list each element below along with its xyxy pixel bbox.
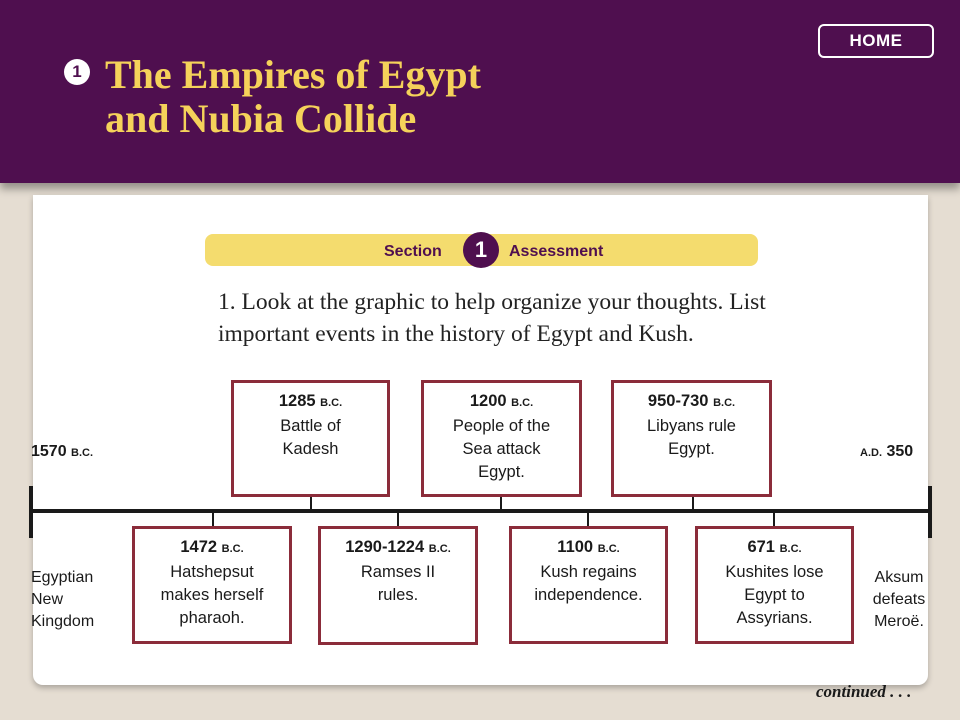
timeline-end-label: Aksum defeats Meroë. — [872, 569, 926, 630]
timeline-start-label: Egyptian New Kingdom — [31, 569, 95, 630]
continued-label: continued . . . — [816, 682, 912, 701]
title-line-2: and Nubia Collide — [105, 96, 417, 141]
timeline-tick — [310, 495, 312, 511]
assessment-number-badge: 1 — [463, 232, 499, 268]
title-line-1: The Empires of Egypt — [105, 52, 481, 97]
timeline-end-cap — [928, 486, 932, 538]
page-title — [105, 53, 481, 141]
event-box-battle-of-kadesh: 1285 B.C. Battle of Kadesh — [231, 380, 390, 497]
event-box-ramses-ii: 1290-1224 B.C. Ramses II rules. — [318, 526, 478, 645]
home-button[interactable]: HOME — [818, 24, 934, 58]
event-box-assyrians: 671 B.C. Kushites lose Egypt to Assyrians. — [695, 526, 854, 644]
timeline-tick — [500, 495, 502, 511]
event-box-hatshepsut: 1472 B.C. Hatshepsut makes herself pharaoh. — [132, 526, 292, 644]
event-box-kush-independence: 1100 B.C. Kush regains independence. — [509, 526, 668, 644]
timeline-start-cap — [29, 486, 33, 538]
question-text: 1. Look at the graphic to help organize your thoughts. List important events in the history of Egypt and Kush. — [218, 289, 766, 347]
section-number-badge: 1 — [64, 59, 90, 85]
timeline-tick — [692, 495, 694, 511]
timeline-end-date: A.D. 350 — [860, 443, 914, 460]
timeline-start-date: 1570 B.C. — [31, 443, 94, 460]
event-box-libyans-rule: 950-730 B.C. Libyans rule Egypt. — [611, 380, 772, 497]
assessment-label: Assessment — [509, 243, 604, 260]
assessment-section-label: Section — [384, 243, 442, 260]
event-box-sea-people: 1200 B.C. People of the Sea attack Egypt. — [421, 380, 582, 497]
timeline-line — [31, 509, 931, 513]
